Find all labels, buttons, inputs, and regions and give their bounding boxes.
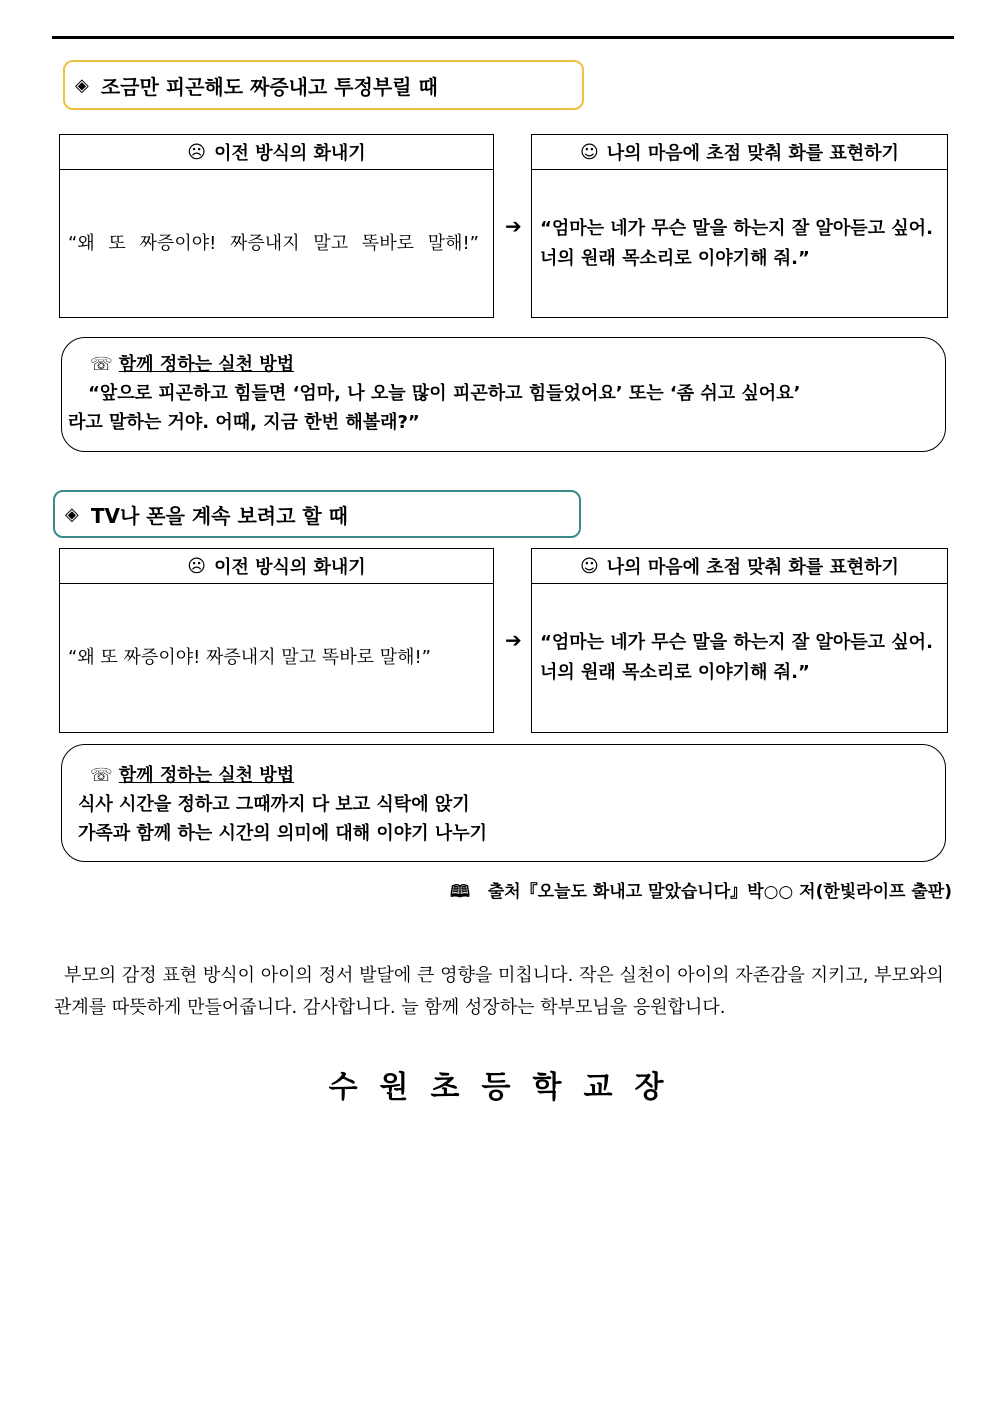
- new-way-header: [532, 549, 947, 584]
- closing-paragraph: 부모의 감정 표현 방식이 아이의 정서 발달에 큰 영향을 미칩니다. 작은 실천이 아이의 자존감을 지키고, 부모와의 관계를 따뜻하게 만들어줍니다. 감사합니다. 늘 함께 성장하는 학부모님을 응원합니다.: [54, 965, 944, 1018]
- practice-line: 식사 시간을 정하고 그때까지 다 보고 식탁에 앉기: [78, 794, 470, 815]
- section-2-practice-box: [61, 744, 946, 862]
- old-way-header: [60, 135, 493, 170]
- top-rule: [52, 36, 954, 39]
- section-1-title-text: 조금만 피곤해도 짜증내고 투정부릴 때: [100, 74, 438, 99]
- section-2-title: [53, 490, 581, 538]
- source-citation: [380, 877, 952, 908]
- section-1-practice-box: [61, 337, 946, 452]
- practice-title-row: [68, 350, 945, 379]
- section-1-new-way-table: [531, 134, 948, 318]
- book-icon: 🕮: [450, 882, 471, 902]
- new-way-header: [532, 135, 947, 170]
- practice-line: “앞으로 피곤하고 힘들면 ‘엄마, 나 오늘 많이 피곤하고 힘들었어요’ 또는 ‘좀 쉬고 싶어요’: [88, 383, 801, 404]
- new-way-header-text: 나의 마음에 초점 맞춰 화를 표현하기: [606, 143, 899, 164]
- practice-title: 함께 정하는 실천 방법: [118, 354, 295, 375]
- phone-icon: ☏: [90, 765, 113, 786]
- practice-title-row: [78, 761, 945, 790]
- old-way-text: “왜 또 짜증이야! 짜증내지 말고 똑바로 말해!”: [68, 647, 432, 668]
- old-way-header-text: 이전 방식의 화내기: [214, 557, 366, 578]
- smile-icon: ☺: [580, 141, 599, 163]
- frown-icon: ☹: [187, 141, 207, 163]
- section-2-title-text: TV나 폰을 계속 보려고 할 때: [90, 503, 348, 528]
- new-way-header-text: 나의 마음에 초점 맞춰 화를 표현하기: [606, 557, 899, 578]
- diamond-icon: ◈: [75, 74, 89, 96]
- arrow-right-icon: ➔: [505, 214, 522, 238]
- section-2-old-way-table: [59, 548, 494, 733]
- section-1-title: [63, 60, 584, 110]
- new-way-text: “엄마는 네가 무슨 말을 하는지 잘 알아듣고 싶어. 너의 원래 목소리로 이야기해 줘.”: [540, 632, 933, 683]
- arrow-right-icon: ➔: [505, 628, 522, 652]
- section-1-old-way-table: [59, 134, 494, 318]
- new-way-text: “엄마는 네가 무슨 말을 하는지 잘 알아듣고 싶어. 너의 원래 목소리로 이야기해 줘.”: [540, 217, 933, 269]
- practice-line: 가족과 함께 하는 시간의 의미에 대해 이야기 나누기: [78, 823, 488, 844]
- old-way-header-text: 이전 방식의 화내기: [214, 143, 366, 164]
- old-way-header: [60, 549, 493, 584]
- source-text: 출처『오늘도 화내고 말았습니다』박○○ 저(한빛라이프 출판): [487, 882, 952, 902]
- diamond-icon: ◈: [65, 503, 79, 525]
- phone-icon: ☏: [90, 354, 113, 375]
- smile-icon: ☺: [580, 555, 599, 577]
- school-principal-signature: 수원초등학교장: [328, 1070, 686, 1105]
- section-2-new-way-table: [531, 548, 948, 733]
- practice-line: 라고 말하는 거야. 어때, 지금 한번 해볼래?”: [68, 412, 420, 433]
- old-way-text: “왜 또 짜증이야! 짜증내지 말고 똑바로 말해!”: [68, 232, 480, 254]
- frown-icon: ☹: [187, 555, 207, 577]
- practice-title: 함께 정하는 실천 방법: [118, 765, 295, 786]
